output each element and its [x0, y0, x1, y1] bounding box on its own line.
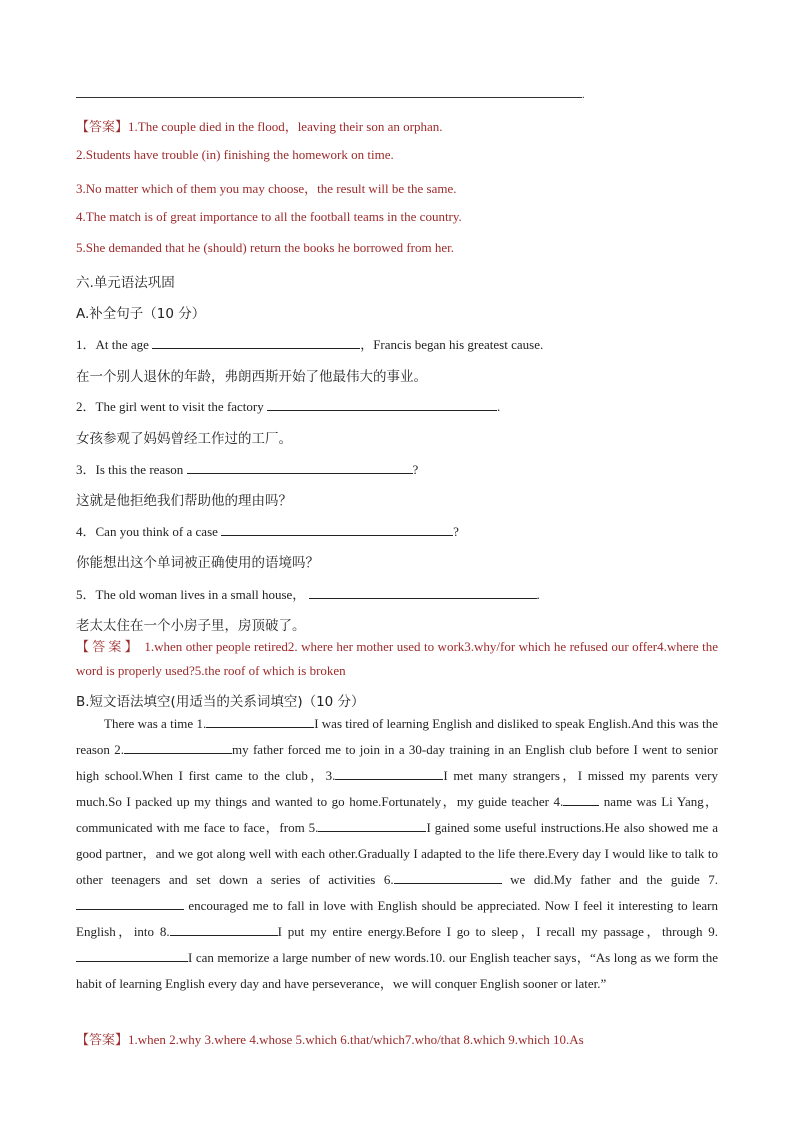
- item-number: 5．: [76, 587, 96, 602]
- passage-text: I was tired of learning English and disliked to speak English.And this was the reason 2.: [76, 716, 719, 757]
- answer-line-1: [76, 116, 442, 135]
- answer-label: 【答案】: [76, 1033, 129, 1048]
- passage-text: encouraged me to fall in love with English should be appreciated. Now I feel it interesting to learn English，into 8.: [76, 898, 718, 939]
- fill-blank[interactable]: [187, 461, 413, 474]
- answer-text: 1.when 2.why 3.where 4.whose 5.which 6.that/which7.who/that 8.which 9.which 10.As: [128, 1032, 584, 1047]
- part-a-title: A.补全句子（10 分）: [76, 306, 206, 322]
- sentence-text: Is this the reason: [95, 462, 184, 477]
- fill-blank-3[interactable]: [335, 767, 443, 780]
- sentence-text: The old woman lives in a small house，: [95, 587, 306, 602]
- fill-blank[interactable]: [152, 336, 360, 349]
- passage-text: I met many strangers，I missed my parents very much.So I packed up my things and wanted to go home.Fortunately，my guide teacher 4.: [76, 768, 718, 809]
- part-b-title: B.短文语法填空(用适当的关系词填空)（10 分）: [76, 694, 365, 710]
- fill-blank-9[interactable]: [76, 949, 188, 962]
- sentence-2: [76, 396, 500, 415]
- item-number: 2．: [76, 399, 96, 414]
- item-number: 3．: [76, 462, 96, 477]
- translation-1: 在一个别人退休的年龄，弗朗西斯开始了他最伟大的事业。: [76, 369, 427, 385]
- answer-label: 【答案】: [76, 120, 129, 135]
- sentence-tail: .: [536, 587, 540, 602]
- answer-text: 1.when other people retired2. where her mother used to work3.why/for which he refused our offer4.where the word is properly used?5.the roof of which is broken: [76, 639, 718, 678]
- part-a-answer: [76, 635, 718, 682]
- fill-blank-7[interactable]: [76, 897, 184, 910]
- sentence-3: [76, 459, 418, 478]
- sentence-text: At the age: [95, 337, 149, 352]
- passage-text: I put my entire energy.Before I go to sleep，I recall my passage，through 9.: [277, 924, 718, 939]
- translation-5: 老太太住在一个小房子里，房顶破了。: [76, 618, 306, 634]
- section-title: 六.单元语法巩固: [76, 275, 175, 291]
- answer-text-1: 1.The couple died in the flood，leaving their son an orphan.: [128, 119, 443, 134]
- answer-line-3: 3.No matter which of them you may choose，the result will be the same.: [76, 181, 457, 196]
- fill-blank[interactable]: [221, 523, 453, 536]
- sentence-tail: ?: [453, 524, 459, 539]
- passage-text: my father forced me to join in a 30-day training in an English club before I went to senior high school.When I first came to the club，3.: [76, 742, 718, 783]
- fill-blank-1[interactable]: [206, 715, 314, 728]
- sentence-text: Can you think of a case: [95, 524, 218, 539]
- answer-line-5: 5.She demanded that he (should) return the books he borrowed from her.: [76, 240, 454, 255]
- sentence-text: The girl went to visit the factory: [95, 399, 264, 414]
- item-number: 4．: [76, 524, 96, 539]
- sentence-5: [76, 584, 540, 603]
- passage-text: I gained some useful instructions.He also showed me a good partner，and we got along well with each other.Gradually I adapted to the life there.Every day I would like to talk to other teenagers and set down a series of activities 6.: [76, 820, 719, 887]
- line-end-dot: .: [582, 90, 585, 101]
- fill-blank[interactable]: [309, 586, 537, 599]
- sentence-1: [76, 334, 543, 353]
- passage-text: I can memorize a large number of new words.10.: [188, 950, 446, 965]
- passage-text: name was Li Yang，communicated with me face to face，from 5.: [76, 794, 719, 835]
- answer-line-2: 2.Students have trouble (in) finishing the homework on time.: [76, 147, 394, 162]
- sentence-tail: ?: [412, 462, 419, 477]
- sentence-4: [76, 521, 459, 540]
- sentence-tail: .: [497, 399, 501, 414]
- fill-blank-2[interactable]: [124, 741, 232, 754]
- answer-line-4: 4.The match is of great importance to all the football teams in the country.: [76, 209, 462, 224]
- item-number: 1．: [76, 337, 96, 352]
- passage-text: we did.My father and the guide 7.: [510, 872, 718, 887]
- translation-3: 这就是他拒绝我们帮助他的理由吗？: [76, 493, 292, 509]
- passage-text: our English teacher says，“As long as we form the habit of learning English every day and have perseverance，we will conquer English sooner or later.”: [76, 950, 718, 991]
- passage: [76, 711, 718, 997]
- passage-text: There was a time 1.: [104, 716, 207, 731]
- fill-blank-6[interactable]: [394, 871, 502, 884]
- fill-blank-5[interactable]: [318, 819, 426, 832]
- translation-4: 你能想出这个单词被正确使用的语境吗？: [76, 555, 319, 571]
- answer-label: 【答案】: [76, 640, 141, 655]
- fill-blank-8[interactable]: [170, 923, 278, 936]
- translation-2: 女孩参观了妈妈曾经工作过的工厂。: [76, 431, 292, 447]
- part-b-answer: [76, 1029, 584, 1048]
- sentence-tail: ，Francis began his greatest cause.: [360, 337, 544, 352]
- fill-blank-4[interactable]: [563, 793, 599, 806]
- answer-line: [76, 97, 582, 98]
- fill-blank[interactable]: [267, 398, 497, 411]
